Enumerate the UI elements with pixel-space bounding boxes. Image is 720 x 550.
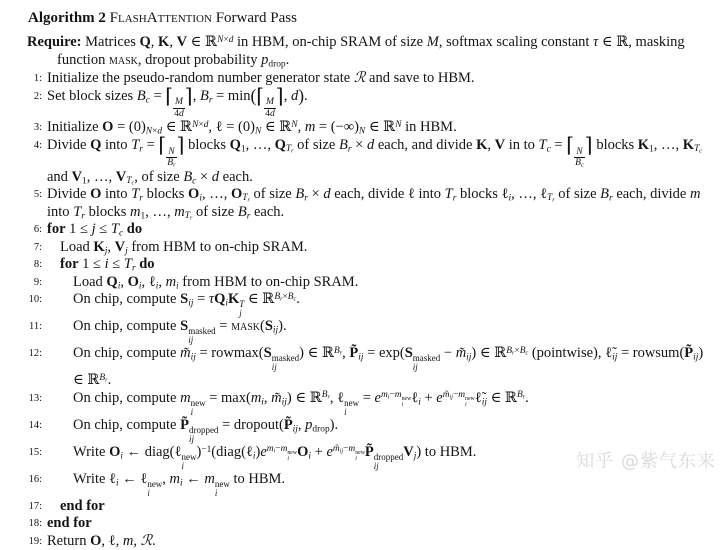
line-content: Divide O into $T_r$ blocks $O_i$, …, $O_{T_r}$ of size $B_r \times d$ each, divide ℓ into $T_r$ blocks ℓ$_i$, …, ℓ$_{T_r}$ of size $B_r$ each, divide m into $T_r$ blocks $m_1$, …, $m_{T_r}$ of size $B_r$ each.	[47, 186, 701, 222]
line-number: 15:	[28, 446, 42, 458]
line-content: end for	[60, 497, 105, 514]
line-number: 7:	[33, 241, 42, 253]
algorithm-line	[27, 390, 704, 417]
line-content: for $1 \le i \le T_r$ do	[60, 256, 155, 274]
algorithm-line	[27, 318, 704, 345]
algorithm-line	[27, 515, 704, 533]
algorithm-title	[27, 7, 704, 31]
algorithm-line	[27, 134, 704, 187]
line-content: Load $Q_i$, $O_i$, ℓ$_i$, $m_i$ from HBM to on-chip SRAM.	[73, 273, 359, 291]
line-number: 11:	[28, 321, 42, 333]
line-number: 1:	[33, 73, 42, 84]
line-number: 18:	[28, 518, 42, 530]
line-number: 2:	[33, 90, 42, 102]
algorithm-line	[27, 533, 704, 550]
line-content: On chip, compute $S_{ij} = \tau Q_iK$ T j ∈ ℝ$^{B_r\times B_c}$.	[73, 291, 300, 319]
algorithm-number-label: Algorithm 2	[28, 10, 106, 26]
line-number: 13:	[28, 392, 42, 404]
line-content: On chip, compute S masked ij = $mask(S_{ij})$.	[73, 318, 287, 346]
algorithm-line	[27, 345, 704, 390]
line-number: 14:	[28, 419, 42, 431]
line-content: Initialize the pseudo-random number generator state ℛ and save to HBM.	[47, 70, 475, 86]
line-number: 5:	[33, 189, 42, 201]
algorithm-line	[27, 471, 704, 498]
algorithm-line	[27, 70, 704, 88]
watermark: 知乎 @紫气东来	[576, 451, 716, 472]
line-content: Load $K_j$, $V_j$ from HBM to on-chip SRAM.	[60, 238, 308, 256]
require-label: Require:	[27, 34, 82, 50]
line-number: 12:	[28, 348, 42, 360]
line-number: 4:	[33, 139, 42, 151]
algorithm-body	[27, 70, 704, 550]
line-content: Initialize $O = (0)_{N\times d}$ ∈ ℝ$^{N\times d}$, ℓ = $(0)_N$ ∈ ℝ$^N$, $m = (-\infty)_N$ ∈ ℝ$^N$ in HBM.	[47, 119, 457, 137]
line-number: 6:	[33, 224, 42, 236]
algorithm-line	[27, 417, 704, 444]
algorithm-line	[27, 221, 704, 239]
require-content: Matrices Q, K, V ∈ ℝ$^{N\times d}$ in HBM, on-chip SRAM of size M, softmax scaling constant τ ∈ ℝ, masking function mask, dropout probability $p_{drop}$.	[57, 34, 685, 69]
algorithm-line	[27, 498, 704, 516]
line-content: Write $O_i$ ← diag(ℓ new i )$^{-1}(diag(\ell_i)e^{m_i-m new i}$ $O_i + e^{m̃_{ij}-m new i}$ P̃ dropped ij $V_j$) to HBM.	[73, 443, 477, 471]
line-number: 8:	[33, 259, 42, 271]
algorithm-line	[27, 256, 704, 274]
line-number: 3:	[33, 122, 42, 134]
algorithm-line	[27, 239, 704, 257]
line-content: for $1 \le j \le T_c$ do	[47, 221, 143, 239]
algorithm-line	[27, 84, 704, 120]
line-content: Return O, ℓ, m, ℛ.	[47, 532, 156, 549]
algorithm-line	[27, 444, 704, 471]
line-number: 19:	[28, 535, 42, 547]
line-content: On chip, compute $m̃_{ij} = rowmax(S$ masked ij ) ∈ ℝ$^{B_r}$, $P̃_{ij} = \exp(S$ masked ij − $m̃_{ij}$) ∈ ℝ$^{B_r\times B_c}$ (pointwise), $\ell̃_{ij}$ = $rowsum(P̃_{ij})$ ∈ ℝ$^{B_r}$.	[73, 345, 704, 389]
line-content: Divide Q into $T_r$ = ⌈ $\frac{N}{B_r}$ ⌉ blocks $Q_1$, …, $Q_{T_r}$ of size $B_r \times d$ each, and divide K, V in to $T_c$ = ⌈ $\frac{N}{B_c}$ ⌉ blocks $K_1$, …, $K_{T_c}$ and $V_1$, …, $V_{T_c}$, of size $B_c \times d$ each.	[47, 134, 703, 187]
algorithm-name-rest: Forward Pass	[215, 10, 297, 26]
require-block	[27, 31, 704, 70]
algorithm-line	[27, 274, 704, 292]
line-content: Write ℓ$_i$ ← ℓ new i , $m_i$ ← m new i to HBM.	[73, 470, 286, 498]
algorithm-line	[27, 119, 704, 137]
algorithm-line	[27, 291, 704, 318]
line-number: 9:	[33, 276, 42, 288]
line-number: 16:	[28, 473, 42, 485]
line-content: Set block sizes $B_c$ = ⌈ $\frac{M}{4d}$ ⌉, $B_r$ = min(⌈ $\frac{M}{4d}$ ⌉, d).	[47, 84, 308, 119]
line-content: end for	[47, 515, 92, 532]
line-content: On chip, compute P̃ dropped ij = $dropout(P̃_{ij}$, $p_{drop}$).	[73, 416, 339, 444]
line-content: On chip, compute m new i = $\max(m_i$, $m̃_{ij}$) ∈ ℝ$^{B_r}$, ℓ new i = $e^{m_i-m new i}$ ℓ$_i$ + $e^{m̃_{ij}-m new i}$ $\ell̃_{ij}$ ∈ ℝ$^{B_r}$.	[73, 389, 529, 417]
line-number: 10:	[28, 294, 42, 306]
algorithm-line	[27, 186, 704, 221]
line-number: 17:	[28, 500, 42, 512]
algorithm-name: FlashAttention	[109, 10, 212, 26]
